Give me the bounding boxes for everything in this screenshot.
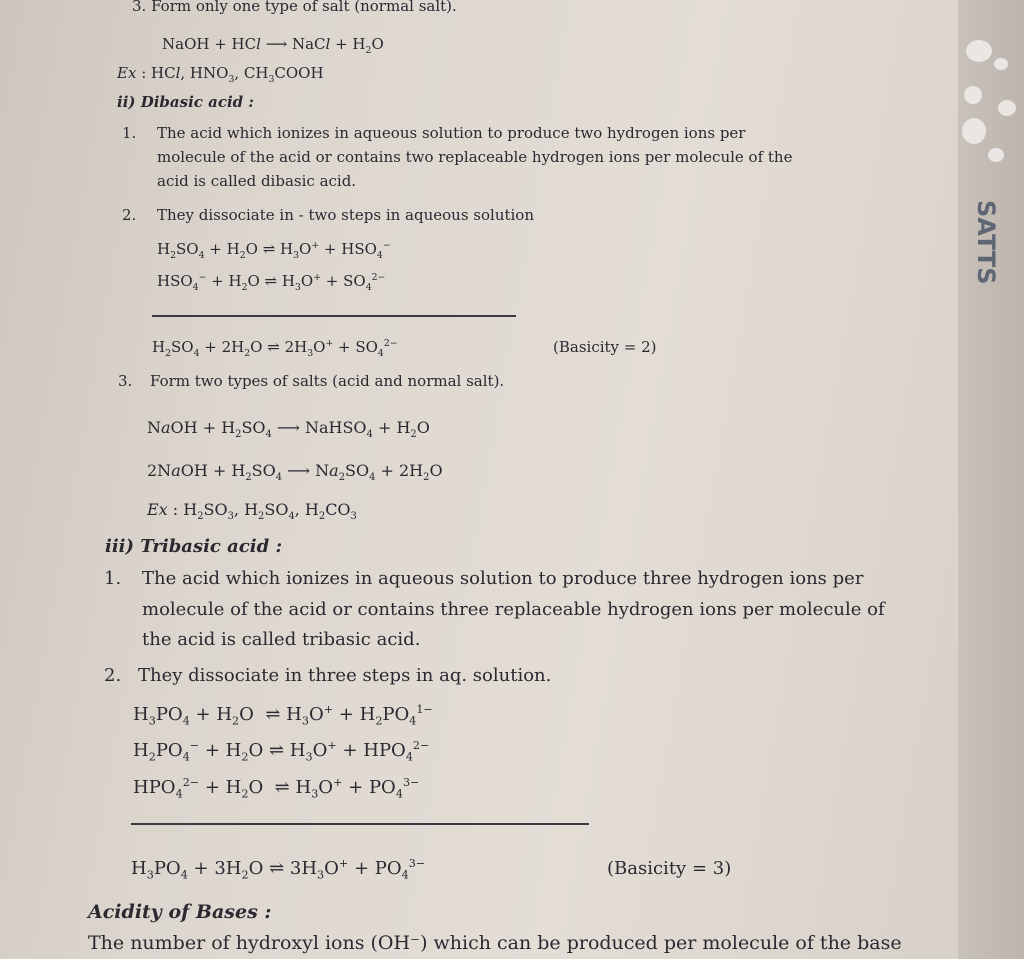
tribasic-point-1-number: 1. — [104, 568, 122, 589]
dibasic-heading: ii) Dibasic acid : — [117, 93, 254, 111]
tribasic-point-2-number: 2. — [104, 665, 122, 686]
dibasic-point-3-number: 3. — [118, 372, 133, 390]
margin-printed-text: SATTS — [972, 200, 1000, 285]
tribasic-step-2-equation: $H_2PO_4^- + H_2O$ ⇌ $H_3O^+ + HPO_4^{2-}$ — [133, 739, 430, 764]
tribasic-overall-equation: $H_3PO_4 + 3H_2O$ ⇌ $3H_3O^+ + PO_4^{3-}$ — [131, 857, 426, 882]
dibasic-definition-line-2: molecule of the acid or contains two replaceable hydrogen ions per molecule of the — [157, 148, 793, 166]
dibasic-overall-equation: $H_2SO_4 + 2H_2O$ ⇌ $2H_3O^+ + SO_4^{2-}$ — [152, 338, 398, 359]
tribasic-definition-line-2: molecule of the acid or contains three replaceable hydrogen ions per molecule of — [142, 599, 885, 620]
acidity-of-bases-heading: Acidity of Bases : — [88, 901, 272, 923]
equation-naoh-hcl: NaOH + HCl ⟶ NaCl + $H_2O$ — [162, 35, 384, 56]
point-3-normal-salt: 3. Form only one type of salt (normal salt). — [132, 0, 457, 15]
tribasic-step-3-equation: $HPO_4^{2-} + H_2O$ ⇌ $H_3O^+ + PO_4^{3-}$ — [133, 776, 420, 801]
tribasic-sum-rule — [131, 823, 589, 825]
examples-monobasic: Ex : HCl, $HNO_3$, $CH_3COOH$ — [117, 64, 324, 85]
examples-dibasic: Ex : $H_2SO_3$, $H_2SO_4$, $H_2CO_3$ — [147, 500, 357, 523]
tribasic-definition-line-3: the acid is called tribasic acid. — [142, 629, 421, 650]
equation-naoh-h2so4-normal-salt: 2NaOH + $H_2SO_4$ ⟶ $Na_2SO_4 + 2H_2O$ — [147, 461, 443, 484]
tribasic-step-1-equation: $H_3PO_4 + H_2O$ ⇌ $H_3O^+ + H_2PO_4^{1-}$ — [133, 703, 433, 728]
dibasic-dissociation-intro: They dissociate in - two steps in aqueous solution — [157, 206, 534, 224]
tribasic-definition-line-1: The acid which ionizes in aqueous solution to produce three hydrogen ions per — [142, 568, 864, 589]
dibasic-basicity: (Basicity = 2) — [553, 338, 657, 356]
dibasic-step-1-equation: $H_2SO_4 + H_2O$ ⇌ $H_3O^+ + HSO_4^-$ — [157, 240, 391, 261]
page-binding-margin — [958, 0, 1024, 959]
tribasic-basicity: (Basicity = 3) — [607, 858, 732, 879]
dibasic-step-2-equation: $HSO_4^- + H_2O$ ⇌ $H_3O^+ + SO_4^{2-}$ — [157, 272, 386, 293]
acidity-of-bases-definition: The number of hydroxyl ions (OH⁻) which can be produced per molecule of the base — [88, 932, 902, 954]
dibasic-point-1-number: 1. — [122, 124, 137, 142]
tribasic-dissociation-intro: They dissociate in three steps in aq. solution. — [138, 665, 552, 686]
dibasic-definition-line-1: The acid which ionizes in aqueous solution to produce two hydrogen ions per — [157, 124, 746, 142]
tribasic-heading: iii) Tribasic acid : — [105, 536, 283, 557]
dibasic-definition-line-3: acid is called dibasic acid. — [157, 172, 357, 190]
margin-decoration-dot — [988, 148, 1004, 162]
margin-decoration-dot — [962, 118, 986, 144]
margin-decoration-dot — [994, 58, 1008, 70]
equation-naoh-h2so4-acid-salt: NaOH + $H_2SO_4$ ⟶ NaHSO$_4$ + $H_2O$ — [147, 418, 430, 441]
margin-decoration-dot — [998, 100, 1016, 116]
dibasic-sum-rule — [152, 315, 516, 317]
dibasic-point-2-number: 2. — [122, 206, 137, 224]
margin-decoration-dot — [966, 40, 992, 62]
margin-decoration-dot — [964, 86, 982, 104]
dibasic-salts-intro: Form two types of salts (acid and normal salt). — [150, 372, 505, 390]
